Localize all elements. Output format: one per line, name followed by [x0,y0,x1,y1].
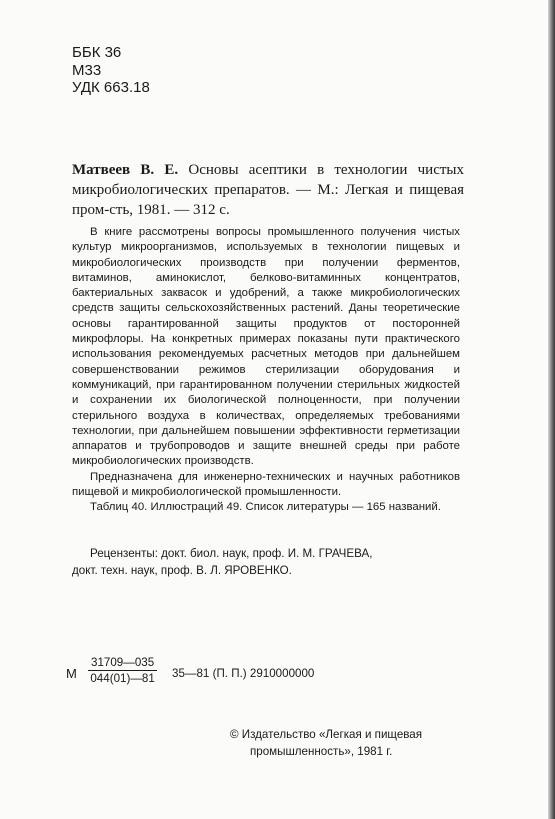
reviewer-line-1: Рецензенты: докт. биол. наук, проф. И. М. ГРАЧЕВА, [90,547,373,560]
abstract [72,225,460,516]
abstract-paragraph: В книге рассмотрены вопросы промышленного получения чистых культур микроорганизмов, используемых в технологии пищевых и микробиологических производств при получении ферментов, витаминов, аминокислот, белково-витаминных концентратов, бактериальных заквасок и удобрений, а также микробиологических средств защиты сельскохозяйственных растений. Даны теоретические основы гарантированной защиты продуктов от посторонней микрофлоры. На конкретных примерах показаны пути практического использования рекомендуемых расчетных методов при дальнейшем совершенствовании режимов стерилизации оборудования и коммуникаций, при гарантированном получении стерильных жидкостей и сохранении их биологической полноценности, при получении стерильного воздуха в количествах, определяемых требованиями технологии, при дальнейшем повышении эффективности герметизации аппаратов и трубопроводов и защите внешней среды при работе микробиологических производств. [72,226,460,468]
index-fraction [88,656,157,685]
audience-paragraph: Предназначена для инженерно-технических и научных работников пищевой и микробиологической промышленности. [72,470,460,499]
udc-code: УДК 663.18 [72,79,150,96]
index-rest: 35—81 (П. П.) 2910000000 [172,667,315,680]
bibliographic-record [72,160,464,220]
book-description: Основы асептики в технологии чистых микробиологических препаратов. — М.: Легкая и пищевая пром-сть, 1981. — 312 с. [72,162,465,218]
index-numerator: 31709—035 [88,656,157,671]
publisher-block [230,726,470,760]
bbk-code: ББК 36 [72,44,122,61]
reviewers-block [72,546,464,579]
index-denominator: 044(01)—81 [90,672,155,685]
author-mark: М33 [72,61,102,79]
reviewer-line-2: докт. техн. наук, проф. В. Л. ЯРОВЕНКО. [72,563,292,577]
page-edge-shadow [548,0,555,819]
classification-block [72,44,150,97]
author-name: Матвеев В. Е. [72,162,179,178]
publisher-line-1: © Издательство «Легкая и пищевая [230,728,423,741]
publisher-line-2: промышленность», 1981 г. [250,745,393,758]
stats-paragraph: Таблиц 40. Иллюстраций 49. Список литературы — 165 названий. [90,501,441,514]
index-letter: М [66,666,77,681]
